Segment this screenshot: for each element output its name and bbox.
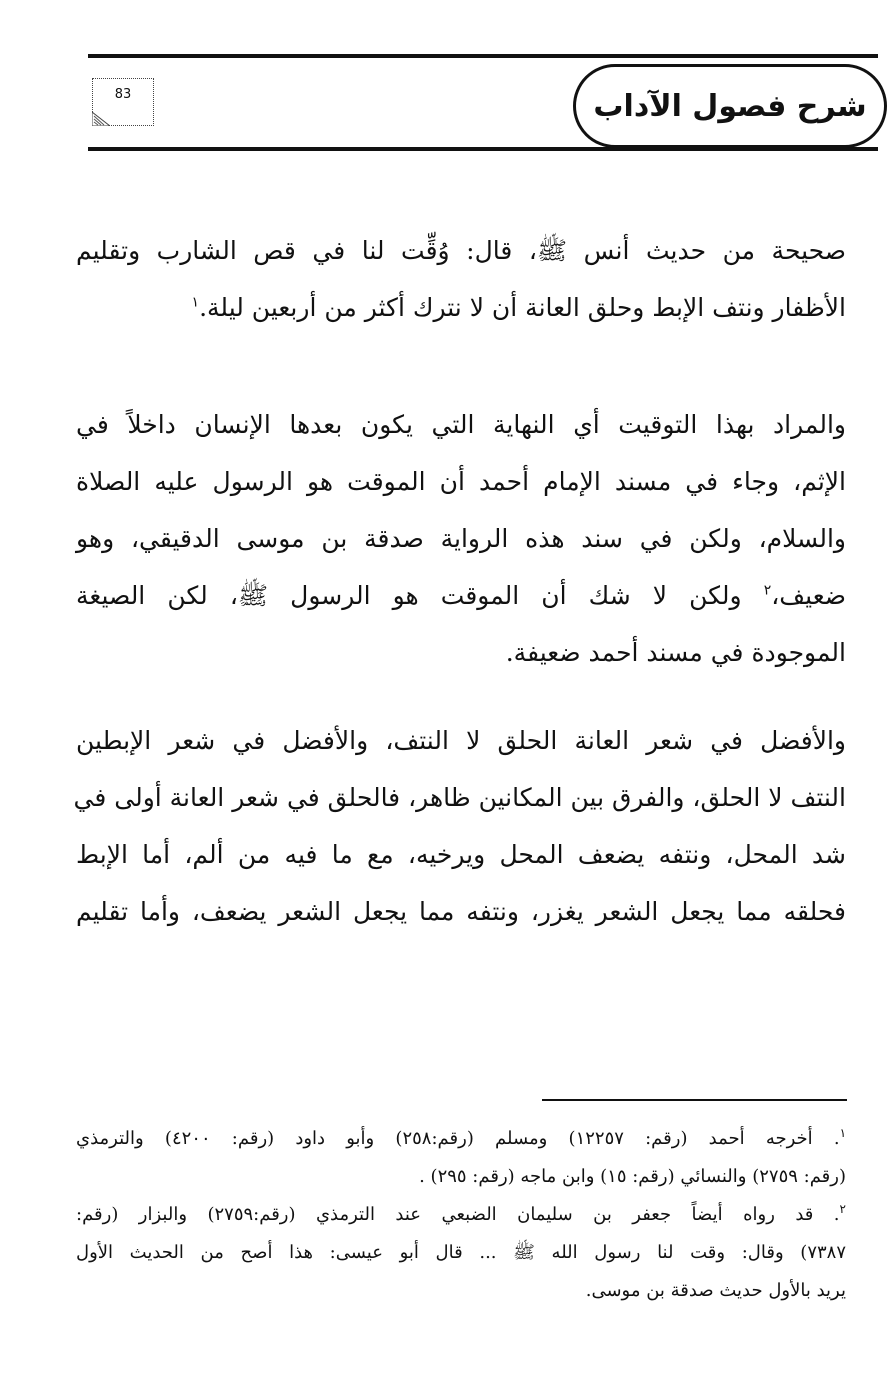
paragraph-line [76, 567, 846, 624]
paragraph-line [76, 279, 846, 336]
footnote-line [76, 1196, 846, 1234]
footnotes [76, 1120, 846, 1310]
footnote-text: . قد رواه أيضاً جعفر بن سليمان الضبعي عند الترمذي (رقم:٢٧٥٩) والبزار (رقم: [76, 1204, 840, 1225]
footnote-line: يريد بالأول حديث صدقة بن موسى. [585, 1280, 846, 1301]
footnote-mark-1: ١ [839, 1126, 847, 1140]
paragraph-line: والأفضل في شعر العانة الحلق لا النتف، والأفضل في شعر الإبطين [76, 726, 846, 755]
footnote-ref-1: ١ [191, 294, 200, 311]
footnote-mark-2: ٢ [839, 1202, 846, 1216]
paragraph-2 [76, 396, 846, 681]
footnote-separator [542, 1099, 847, 1101]
paragraph-line: الموجودة في مسند أحمد ضعيفة. [505, 638, 846, 667]
footnote-line: ٧٣٨٧) وقال: وقت لنا رسول الله ﷺ ... قال أبو عيسى: هذا أصح من الحديث الأول [76, 1242, 846, 1263]
paragraph-line: شد المحل، ونتفه يضعف المحل ويرخيه، مع ما فيه من ألم، أما الإبط [76, 840, 846, 869]
paragraph-line: صحيحة من حديث أنس ﷺ، قال: وُقِّت لنا في قص الشارب وتقليم [76, 236, 846, 265]
footnote-line: (رقم: ٢٧٥٩) والنسائي (رقم: ١٥) وابن ماجه (رقم: ٢٩٥) . [419, 1166, 846, 1187]
paragraph-line: فحلقه مما يجعل الشعر يغزر، ونتفه مما يجعل الشعر يضعف، وأما تقليم [76, 897, 846, 926]
paragraph-3 [73, 712, 846, 940]
running-title: شرح فصول الآداب [593, 88, 867, 124]
paragraph-line-prefix: ضعيف، [771, 581, 847, 610]
paragraph-line: النتف لا الحلق، والفرق بين المكانين ظاهر، فالحلق في شعر العانة أولى في [73, 783, 846, 812]
paragraph-1 [76, 222, 846, 336]
footnote-line [76, 1120, 846, 1158]
running-title-box [573, 64, 887, 148]
paragraph-line: والسلام، ولكن في سند هذه الرواية صدقة بن موسى الدقيقي، وهو [76, 524, 846, 553]
paragraph-line: والمراد بهذا التوقيت أي النهاية التي يكون بعدها الإنسان داخلاً في [76, 410, 846, 439]
footnote-text: . أخرجه أحمد (رقم: ١٢٢٥٧) ومسلم (رقم:٢٥٨) وأبو داود (رقم: ٤٢٠٠) والترمذي [76, 1128, 840, 1149]
footnote-ref-2: ٢ [763, 582, 772, 599]
page-number: 83 [114, 87, 132, 102]
paragraph-line-text: ولكن لا شك أن الموقت هو الرسول ﷺ، لكن الصيغة [76, 581, 742, 610]
page-curl-icon [92, 112, 110, 126]
paragraph-line-text: الأظفار ونتف الإبط وحلق العانة أن لا نترك أكثر من أربعين ليلة. [199, 293, 846, 322]
header-top-rule [88, 54, 878, 58]
paragraph-line: الإثم، وجاء في مسند الإمام أحمد أن الموقت هو الرسول عليه الصلاة [76, 467, 846, 496]
page-number-tag [92, 78, 154, 126]
